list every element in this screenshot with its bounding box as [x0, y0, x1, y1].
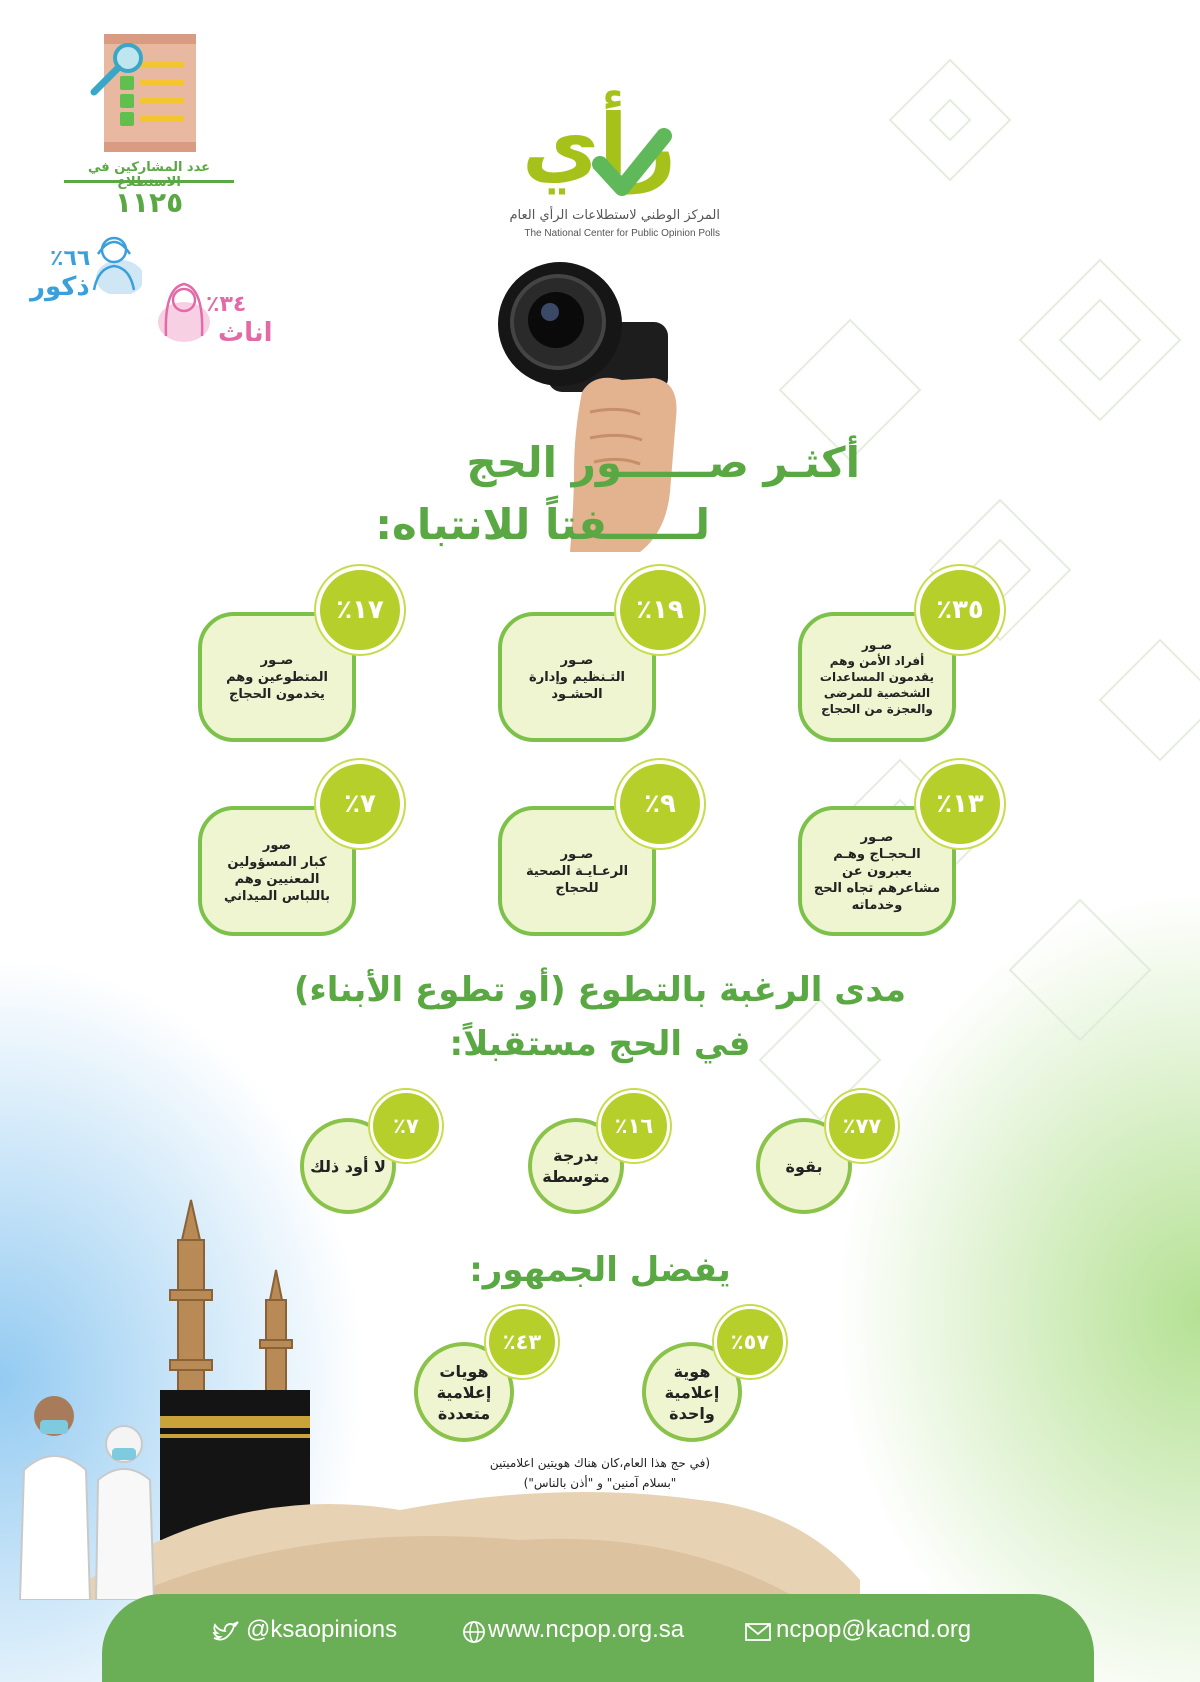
- org-name-en: The National Center for Public Opinion Polls: [524, 228, 720, 239]
- hajj-illustration: [0, 1180, 860, 1600]
- section1-title-line1: أكثـر صــــــور الحج: [466, 438, 860, 487]
- card-volunteers: صـور المتطوعين وهم يخدمون الحجاج: [198, 612, 356, 742]
- card-crowd-management-percent: ١٩٪: [616, 566, 704, 654]
- volunteer-strongly: بقوة: [756, 1118, 852, 1214]
- preference-single-identity: هوية إعلامية واحدة: [642, 1342, 742, 1442]
- volunteer-moderately: بدرجة متوسطة: [528, 1118, 624, 1214]
- preference-single-identity-percent: ٥٧٪: [714, 1306, 786, 1378]
- logo-text: رأي: [522, 96, 677, 194]
- card-crowd-management: صـور التـنظيم وإدارة الحشـود: [498, 612, 656, 742]
- male-label: ذكور: [30, 272, 90, 302]
- section2-title-line1: مدى الرغبة بالتطوع (أو تطوع الأبناء): [293, 970, 907, 1010]
- email-address[interactable]: ncpop@kacnd.org: [776, 1616, 972, 1643]
- check-mark-icon: [592, 128, 672, 198]
- female-label: اناث: [218, 318, 273, 348]
- card-pilgrims-feelings-percent: ١٣٪: [916, 760, 1004, 848]
- card-security-staff: صـور أفراد الأمن وهم يقدمون المساعدات الشخصية للمرضى والعجزة من الحجاج: [798, 612, 956, 742]
- card-health-care: صـور الرعـايـة الصحية للحجاج: [498, 806, 656, 936]
- participants-label: عدد المشاركين في: [88, 160, 210, 175]
- card-senior-officials: صور كبار المسؤولين المعنيين وهم باللباس الميداني: [198, 806, 356, 936]
- survey-scroll-icon: [84, 28, 212, 158]
- card-senior-officials-percent: ٧٪: [316, 760, 404, 848]
- website-link[interactable]: www.ncpop.org.sa: [488, 1616, 685, 1643]
- section1-title-line2: لــــــفتاً للانتباه:: [375, 500, 710, 549]
- volunteer-moderately-percent: ١٦٪: [598, 1090, 670, 1162]
- male-percent: ٦٦٪: [50, 246, 91, 271]
- section2-title-line2: في الحج مستقبلاً:: [449, 1024, 751, 1064]
- org-name-ar: المركز الوطني لاستطلاعات الرأي العام: [509, 208, 720, 223]
- note-line1: (في حج هذا العام،كان هناك هويتين اعلاميتين: [489, 1456, 711, 1470]
- preference-multiple-identities-percent: ٤٣٪: [486, 1306, 558, 1378]
- volunteer-strongly-percent: ٧٧٪: [826, 1090, 898, 1162]
- section3-title: يفضل الجمهور:: [469, 1250, 731, 1290]
- volunteer-not-interested: لا أود ذلك: [300, 1118, 396, 1214]
- volunteer-not-interested-percent: ٧٪: [370, 1090, 442, 1162]
- twitter-icon: [212, 1620, 240, 1644]
- card-security-staff-percent: ٣٥٪: [916, 566, 1004, 654]
- female-percent: ٣٤٪: [206, 292, 247, 317]
- note-line2: "بسلام آمنين" و "أذن بالناس"): [523, 1476, 677, 1490]
- globe-icon: [462, 1620, 486, 1644]
- card-volunteers-percent: ١٧٪: [316, 566, 404, 654]
- divider: [64, 180, 234, 183]
- email-icon: [744, 1622, 772, 1642]
- card-pilgrims-feelings: صـور الـحجـاج وهـم يعبرون عن مشاعرهم تجاه الحج وخدماته: [798, 806, 956, 936]
- twitter-handle[interactable]: @ksaopinions: [246, 1616, 398, 1643]
- card-health-care-percent: ٩٪: [616, 760, 704, 848]
- preference-multiple-identities: هويات إعلامية متعددة: [414, 1342, 514, 1442]
- male-icon: [86, 228, 142, 294]
- participants-count: ١١٢٥: [114, 186, 184, 219]
